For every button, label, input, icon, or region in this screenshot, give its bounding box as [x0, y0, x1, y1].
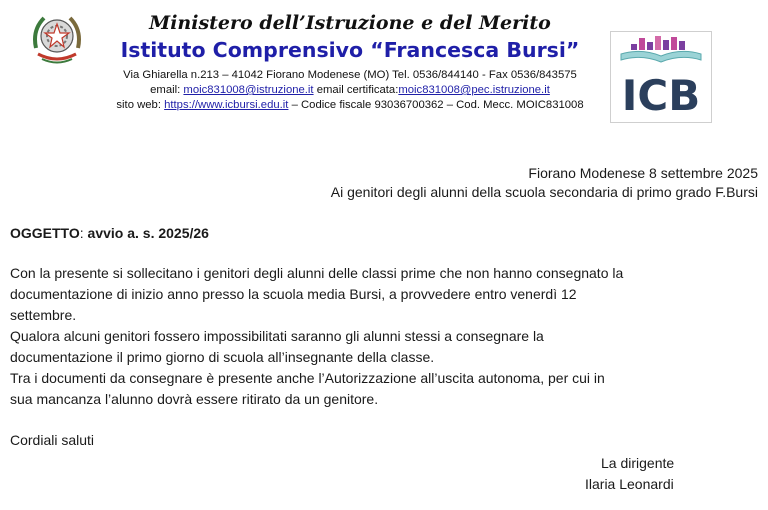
site-link[interactable]: https://www.icbursi.edu.it	[164, 99, 289, 111]
closing-text: Cordiali saluti	[10, 432, 95, 448]
pec-label: email certificata:	[316, 84, 399, 96]
signer-name: Ilaria Leonardi	[585, 476, 674, 492]
body-line: Con la presente si sollecitano i genitori degli alunni delle classi prime che non hanno consegnato la	[10, 265, 624, 281]
body-line: documentazione il primo giorno di scuola all’insegnante della classe.	[10, 349, 435, 365]
email-label: email:	[150, 84, 184, 96]
body-line: documentazione di inizio anno presso la scuola media Bursi, a provvedere entro venerdì 12	[10, 286, 577, 302]
logo-text: ICB	[621, 71, 701, 120]
subject-text: avvio a. s. 2025/26	[87, 225, 209, 241]
subject-colon: :	[79, 225, 88, 241]
pec-link[interactable]: moic831008@pec.istruzione.it	[398, 84, 550, 96]
email-link[interactable]: moic831008@istruzione.it	[183, 84, 314, 96]
signer-role: La dirigente	[601, 455, 675, 471]
ministry-title: Ministero dell’Istruzione e del Merito	[149, 12, 551, 34]
school-logo-icon	[611, 32, 711, 122]
email-line	[0, 84, 700, 96]
body-line: sua mancanza l’alunno dovrà essere ritirato da un genitore.	[10, 391, 379, 407]
recipients: Ai genitori degli alunni della scuola secondaria di primo grado F.Bursi	[330, 184, 758, 200]
subject-label: OGGETTO	[10, 225, 80, 241]
school-name: Istituto Comprensivo “Francesca Bursi”	[120, 38, 580, 62]
site-line	[0, 99, 700, 111]
site-label: sito web:	[116, 99, 165, 111]
school-logo	[610, 31, 712, 123]
place-date: Fiorano Modenese 8 settembre 2025	[528, 165, 758, 181]
address-line: Via Ghiarella n.213 – 41042 Fiorano Modenese (MO) Tel. 0536/844140 - Fax 0536/843575	[123, 69, 577, 81]
body-line: settembre.	[10, 307, 77, 323]
body-line: Tra i documenti da consegnare è presente anche l’Autorizzazione all’uscita autonoma, per cui in	[10, 370, 605, 386]
body-line: Qualora alcuni genitori fossero impossibilitati saranno gli alunni stessi a consegnare la	[10, 328, 544, 344]
subject-line	[10, 225, 209, 241]
codes-text: – Codice fiscale 93036700362 – Cod. Mecc. MOIC831008	[288, 99, 584, 111]
